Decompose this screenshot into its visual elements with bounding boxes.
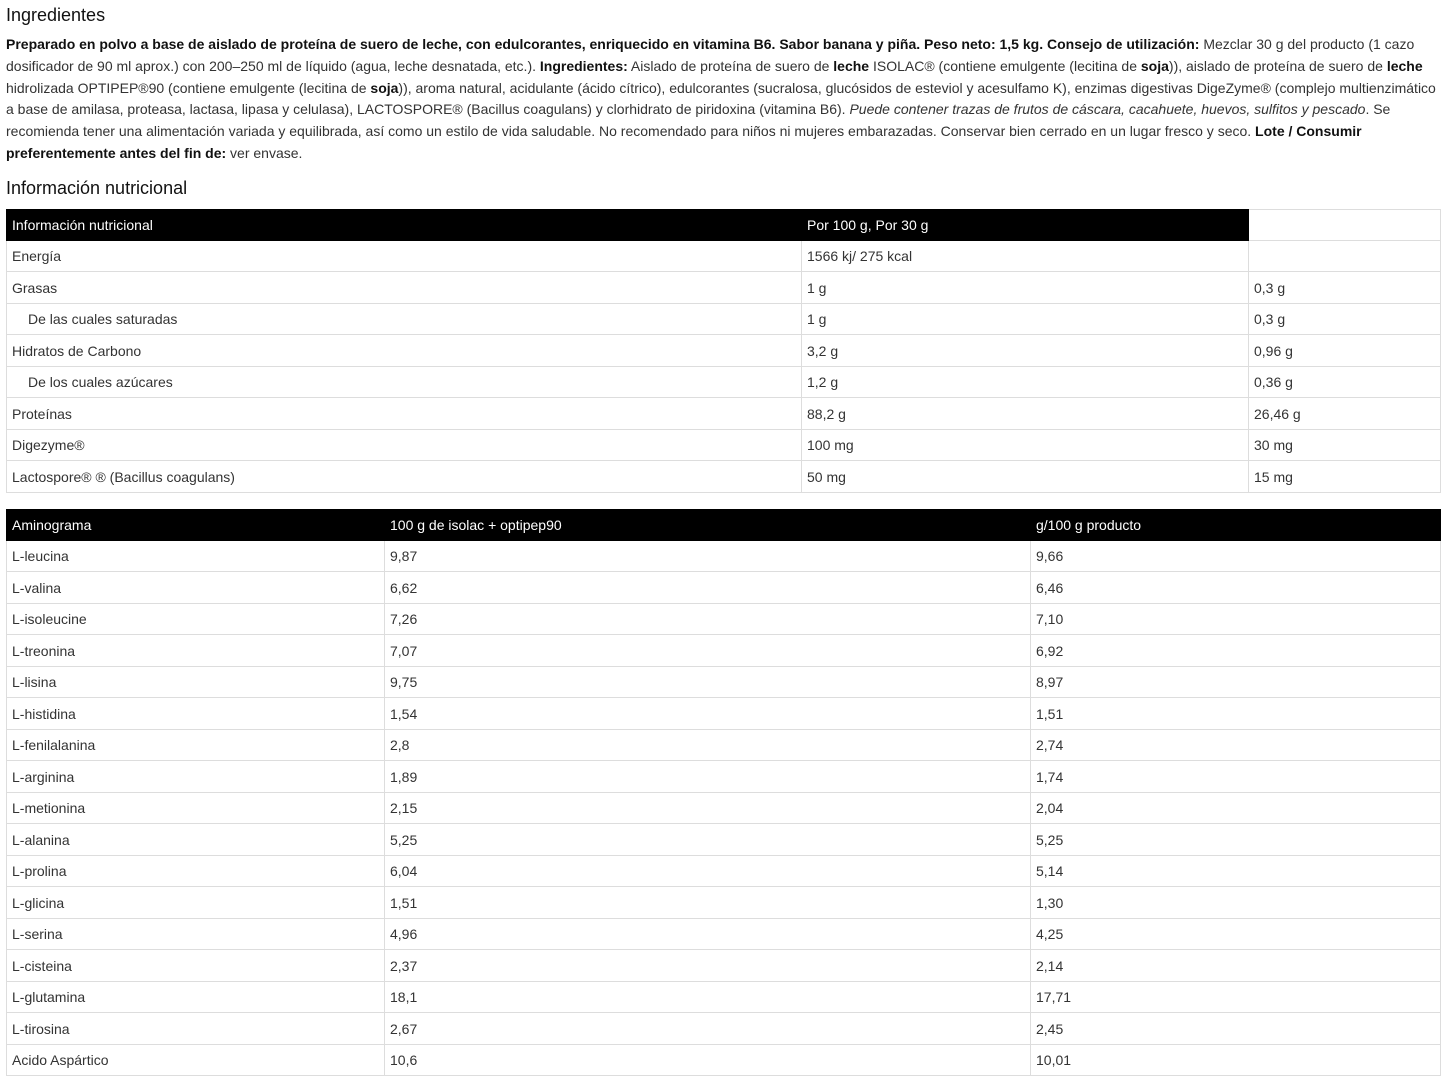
aminogram-row-cell: 5,25 [1031, 824, 1441, 856]
aminogram-row-cell: L-cisteina [7, 950, 385, 982]
nutrition-row-cell: 0,36 g [1249, 366, 1441, 398]
aminogram-row-cell: 8,97 [1031, 666, 1441, 698]
ingredients-part: ISOLAC® (contiene emulgente (lecitina de [869, 57, 1141, 74]
aminogram-row [7, 666, 1441, 698]
aminogram-row [7, 950, 1441, 982]
nutrition-row-cell: Lactospore® ® (Bacillus coagulans) [7, 461, 802, 493]
aminogram-row [7, 1044, 1441, 1076]
aminogram-header-row [7, 509, 1441, 540]
aminogram-row-cell: 2,15 [385, 792, 1031, 824]
traces-warning: Puede contener trazas de frutos de cáscara, cacahuete, huevos, sulfitos y pescado [849, 101, 1366, 118]
nutrition-row-cell: 26,46 g [1249, 398, 1441, 430]
aminogram-row [7, 1013, 1441, 1045]
ingredients-label: Ingredientes: [539, 57, 628, 74]
nutrition-row-cell: De los cuales azúcares [7, 366, 802, 398]
nutrition-row [7, 461, 1441, 493]
nutrition-heading: Información nutricional [6, 177, 188, 198]
nutrition-row-cell: 0,3 g [1249, 272, 1441, 304]
net-weight: 1,5 kg. [999, 36, 1044, 52]
nutrition-row-cell: 1566 kj/ 275 kcal [802, 240, 1249, 272]
aminogram-row-cell: 17,71 [1031, 981, 1441, 1013]
aminogram-row-cell: Acido Aspártico [7, 1044, 385, 1076]
aminogram-row-cell: L-glutamina [7, 981, 385, 1013]
nutrition-row-cell: 30 mg [1249, 429, 1441, 461]
nutrition-row-cell: Digezyme® [7, 429, 802, 461]
aminogram-row-cell: 1,30 [1031, 887, 1441, 919]
aminogram-row-cell: L-treonina [7, 635, 385, 667]
aminogram-row-cell: L-lisina [7, 666, 385, 698]
aminogram-table [6, 509, 1441, 1076]
aminogram-row-cell: L-prolina [7, 855, 385, 887]
aminogram-row-cell: L-arginina [7, 761, 385, 793]
nutrition-table [6, 209, 1441, 493]
nutrition-row [7, 240, 1441, 272]
aminogram-row-cell: 6,46 [1031, 572, 1441, 604]
nutrition-row-cell: 50 mg [802, 461, 1249, 493]
aminogram-row [7, 635, 1441, 667]
nutrition-row-cell: 100 mg [802, 429, 1249, 461]
nutrition-row [7, 398, 1441, 430]
aminogram-row-cell: 7,26 [385, 603, 1031, 635]
aminogram-row-cell: 7,07 [385, 635, 1031, 667]
aminogram-row-cell: L-serina [7, 918, 385, 950]
nutrition-header-cell: Por 100 g, Por 30 g [802, 209, 1249, 240]
nutrition-header-cell: Información nutricional [7, 209, 802, 240]
nutrition-row-cell: 1,2 g [802, 366, 1249, 398]
aminogram-row-cell: 4,25 [1031, 918, 1441, 950]
ingredients-part: hidrolizada OPTIPEP®90 (contiene emulgente (lecitina de [6, 79, 371, 96]
aminogram-row-cell: 2,45 [1031, 1013, 1441, 1045]
aminogram-row [7, 572, 1441, 604]
aminogram-row-cell: 5,25 [385, 824, 1031, 856]
aminogram-row [7, 855, 1441, 887]
aminogram-row-cell: 5,14 [1031, 855, 1441, 887]
aminogram-row-cell: 6,04 [385, 855, 1031, 887]
ingredients-part: )), aroma natural, acidulante (ácido cítrico), edulcorantes (sucralosa, glucósidos de esteviol y acesulfamo K), enzimas digestivas DigeZyme® (complejo multienzimático a base de amilasa, proteasa, lactasa, lipasa y celulasa), LACTOSPORE® (Bacillus coagulans) y clorhidrato de piridoxina (vitamina B6). [6, 79, 1436, 118]
aminogram-row-cell: 1,51 [1031, 698, 1441, 730]
aminogram-row [7, 918, 1441, 950]
aminogram-row-cell: L-glicina [7, 887, 385, 919]
nutrition-row-cell: 1 g [802, 272, 1249, 304]
nutrition-row-cell: 0,96 g [1249, 335, 1441, 367]
aminogram-row-cell: 1,89 [385, 761, 1031, 793]
ingredients-part: Aislado de proteína de suero de [627, 57, 834, 74]
nutrition-row-cell: Grasas [7, 272, 802, 304]
aminogram-row-cell: L-histidina [7, 698, 385, 730]
aminogram-row-cell: 1,51 [385, 887, 1031, 919]
nutrition-row [7, 272, 1441, 304]
aminogram-row-cell: 1,54 [385, 698, 1031, 730]
allergen-milk: leche [1386, 57, 1423, 74]
ingredients-part: )), aislado de proteína de suero de [1168, 57, 1387, 74]
nutrition-header-row [7, 209, 1441, 240]
aminogram-row [7, 603, 1441, 635]
aminogram-header-cell: Aminograma [7, 509, 385, 540]
nutrition-row [7, 366, 1441, 398]
ingredients-text [6, 34, 1438, 165]
aminogram-row-cell: 2,8 [385, 729, 1031, 761]
aminogram-row-cell: 6,62 [385, 572, 1031, 604]
aminogram-row [7, 887, 1441, 919]
usage-text: Mezclar 30 g del producto (1 cazo dosificador de 90 ml aprox.) con 200–250 ml de líquido (agua, leche desnatada, etc.). [6, 36, 1415, 74]
nutrition-row [7, 429, 1441, 461]
nutrition-header-blank [1249, 209, 1441, 240]
aminogram-row [7, 540, 1441, 572]
aminogram-row-cell: 9,87 [385, 540, 1031, 572]
allergen-milk: leche [833, 57, 870, 74]
aminogram-row-cell: 9,66 [1031, 540, 1441, 572]
aminogram-row-cell: 10,6 [385, 1044, 1031, 1076]
aminogram-row-cell: 2,67 [385, 1013, 1031, 1045]
nutrition-row-cell: Hidratos de Carbono [7, 335, 802, 367]
aminogram-row-cell: L-tirosina [7, 1013, 385, 1045]
nutrition-row-cell: 1 g [802, 303, 1249, 335]
aminogram-row-cell: 2,04 [1031, 792, 1441, 824]
nutrition-row-cell: 0,3 g [1249, 303, 1441, 335]
batch-text: ver envase. [226, 144, 303, 161]
aminogram-row-cell: L-isoleucine [7, 603, 385, 635]
aminogram-row [7, 698, 1441, 730]
nutrition-row-cell: 88,2 g [802, 398, 1249, 430]
ingredients-intro: Preparado en polvo a base de aislado de proteína de suero de leche, con edulcorantes, enriquecido en vitamina B6. Sabor banana y piña. Peso neto: [6, 36, 996, 52]
nutrition-row-cell: Proteínas [7, 398, 802, 430]
aminogram-row [7, 792, 1441, 824]
aminogram-row-cell: L-metionina [7, 792, 385, 824]
aminogram-row-cell: L-fenilalanina [7, 729, 385, 761]
aminogram-row-cell: 9,75 [385, 666, 1031, 698]
nutrition-row-cell [1249, 240, 1441, 272]
nutrition-row-cell: 3,2 g [802, 335, 1249, 367]
aminogram-row-cell: L-valina [7, 572, 385, 604]
aminogram-header-cell: 100 g de isolac + optipep90 [385, 509, 1031, 540]
ingredients-heading: Ingredientes [6, 5, 106, 25]
aminogram-row-cell: 2,37 [385, 950, 1031, 982]
allergen-soy: soja [1140, 57, 1169, 74]
ingredients-part: . Se recomienda tener una alimentación variada y equilibrada, así como un estilo de vida saludable. No recomendado para niños ni mujeres embarazadas. Conservar bien cerrado en un lugar fresco y seco. [6, 101, 1391, 140]
batch-label: Lote / Consumir preferentemente antes del fin de: [6, 123, 1362, 161]
aminogram-row [7, 824, 1441, 856]
nutrition-row-cell: De las cuales saturadas [7, 303, 802, 335]
aminogram-row-cell: 1,74 [1031, 761, 1441, 793]
allergen-soy: soja [370, 79, 399, 96]
aminogram-row [7, 729, 1441, 761]
aminogram-row-cell: 4,96 [385, 918, 1031, 950]
aminogram-row [7, 981, 1441, 1013]
aminogram-row-cell: 2,74 [1031, 729, 1441, 761]
aminogram-row [7, 761, 1441, 793]
aminogram-row-cell: 10,01 [1031, 1044, 1441, 1076]
aminogram-row-cell: 6,92 [1031, 635, 1441, 667]
aminogram-row-cell: 7,10 [1031, 603, 1441, 635]
aminogram-row-cell: L-alanina [7, 824, 385, 856]
nutrition-row-cell: 15 mg [1249, 461, 1441, 493]
aminogram-row-cell: 18,1 [385, 981, 1031, 1013]
nutrition-row-cell: Energía [7, 240, 802, 272]
aminogram-row-cell: 2,14 [1031, 950, 1441, 982]
aminogram-header-cell: g/100 g producto [1031, 509, 1441, 540]
usage-label: Consejo de utilización: [1046, 36, 1200, 52]
nutrition-row [7, 303, 1441, 335]
aminogram-row-cell: L-leucina [7, 540, 385, 572]
nutrition-row [7, 335, 1441, 367]
